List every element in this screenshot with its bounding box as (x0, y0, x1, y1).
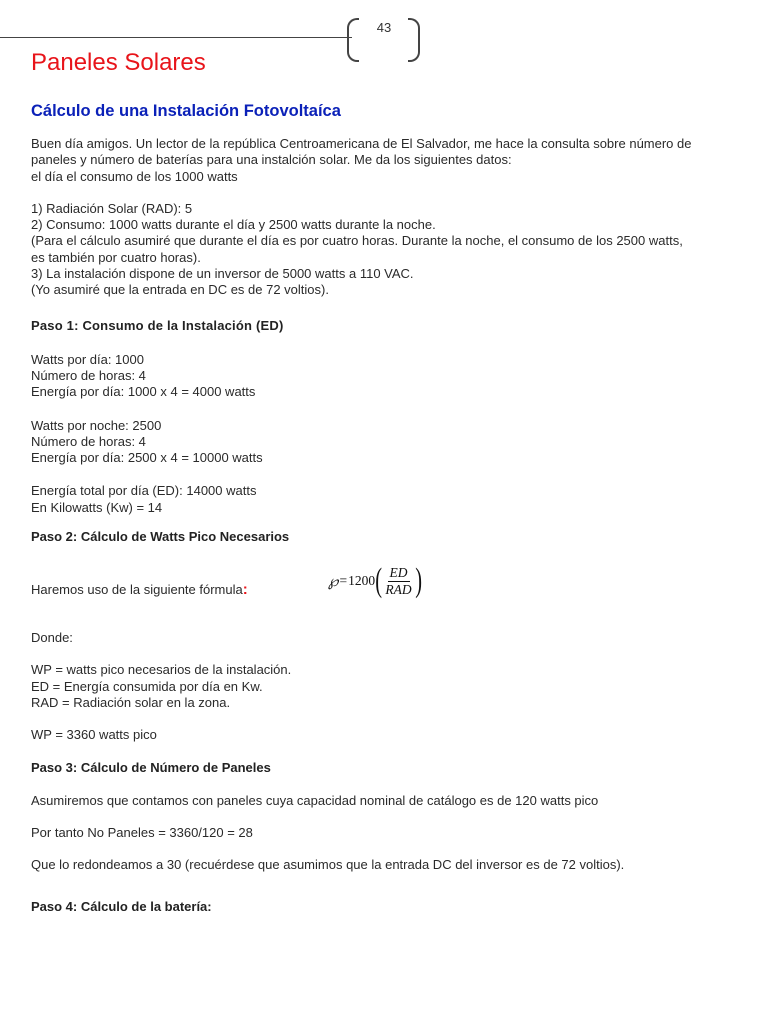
formula-coef: 1200 (348, 573, 376, 589)
definition-line: RAD = Radiación solar en la zona. (31, 694, 231, 710)
formula-equals: = (339, 573, 348, 589)
step1-night-line: Energía por día: 2500 x 4 = 10000 watts (31, 450, 263, 466)
step1-day-line: Número de horas: 4 (31, 367, 146, 383)
step3-text: Que lo redondeamos a 30 (recuérdese que asumimos que la entrada DC del inversor es de 72 voltios). (31, 857, 625, 873)
definition-line: WP = watts pico necesarios de la instalación. (31, 662, 292, 678)
step4-heading: Paso 4: Cálculo de la batería: (31, 899, 212, 915)
step1-night-line: Watts por noche: 2500 (31, 417, 162, 433)
data-item: (Para el cálculo asumiré que durante el día es por cuatro horas. Durante la noche, el consumo de los 2500 watts, (31, 233, 683, 249)
data-item: (Yo asumiré que la entrada en DC es de 72 voltios). (31, 282, 329, 298)
step3-heading: Paso 3: Cálculo de Número de Paneles (31, 759, 271, 775)
header-rule (0, 37, 352, 38)
formula-row (31, 559, 743, 607)
where-label: Donde: (31, 630, 73, 646)
intro-paragraph (31, 136, 743, 185)
definition-line: ED = Energía consumida por día en Kw. (31, 678, 263, 694)
document-body (31, 48, 743, 915)
data-item: es también por cuatro horas). (31, 249, 201, 265)
data-item: 3) La instalación dispone de un inversor de 5000 watts a 110 VAC. (31, 266, 414, 282)
section-title: Cálculo de una Instalación Fotovoltaíca (31, 102, 341, 120)
step1-day-line: Energía por día: 1000 x 4 = 4000 watts (31, 384, 256, 400)
step1-total-line: En Kilowatts (Kw) = 14 (31, 499, 163, 515)
wp-result: WP = 3360 watts pico (31, 727, 157, 743)
intro-line: el día el consumo de los 1000 watts (31, 168, 238, 184)
formula-fraction (383, 565, 413, 598)
formula-paren-right: ) (414, 562, 422, 600)
step1-night-line: Número de horas: 4 (31, 433, 146, 449)
intro-line: paneles y número de baterías para una instalción solar. Me da los siguientes datos: (31, 152, 512, 168)
formula-denominator: RAD (385, 581, 412, 597)
page-title: Paneles Solares (31, 49, 206, 76)
step1-total-line: Energía total por día (ED): 14000 watts (31, 483, 257, 499)
step1-day-line: Watts por día: 1000 (31, 351, 144, 367)
step1-total (31, 483, 743, 516)
formula-intro: Haremos uso de la siguiente fórmula: (31, 581, 248, 599)
step3-text: Asumiremos que contamos con paneles cuya capacidad nominal de catálogo es de 120 watts pico (31, 792, 599, 808)
formula-paren-left: ( (375, 562, 383, 600)
step1-day (31, 352, 743, 401)
data-list (31, 201, 743, 299)
formula-lhs: ℘ (328, 573, 339, 590)
data-item: 2) Consumo: 1000 watts durante el día y 2500 watts durante la noche. (31, 217, 436, 233)
data-item: 1) Radiación Solar (RAD): 5 (31, 200, 193, 216)
formula-numerator: ED (389, 564, 408, 580)
watts-pico-formula (328, 559, 422, 603)
step1-night (31, 418, 743, 467)
step3-text: Por tanto No Paneles = 3360/120 = 28 (31, 824, 253, 840)
step2-heading: Paso 2: Cálculo de Watts Pico Necesarios (31, 529, 290, 545)
definitions (31, 662, 743, 711)
page-number: 43 (376, 20, 392, 35)
intro-line: Buen día amigos. Un lector de la república Centroamericana de El Salvador, me hace la consulta sobre número de (31, 136, 692, 151)
step1-heading: Paso 1: Consumo de la Instalación (ED) (31, 317, 284, 333)
